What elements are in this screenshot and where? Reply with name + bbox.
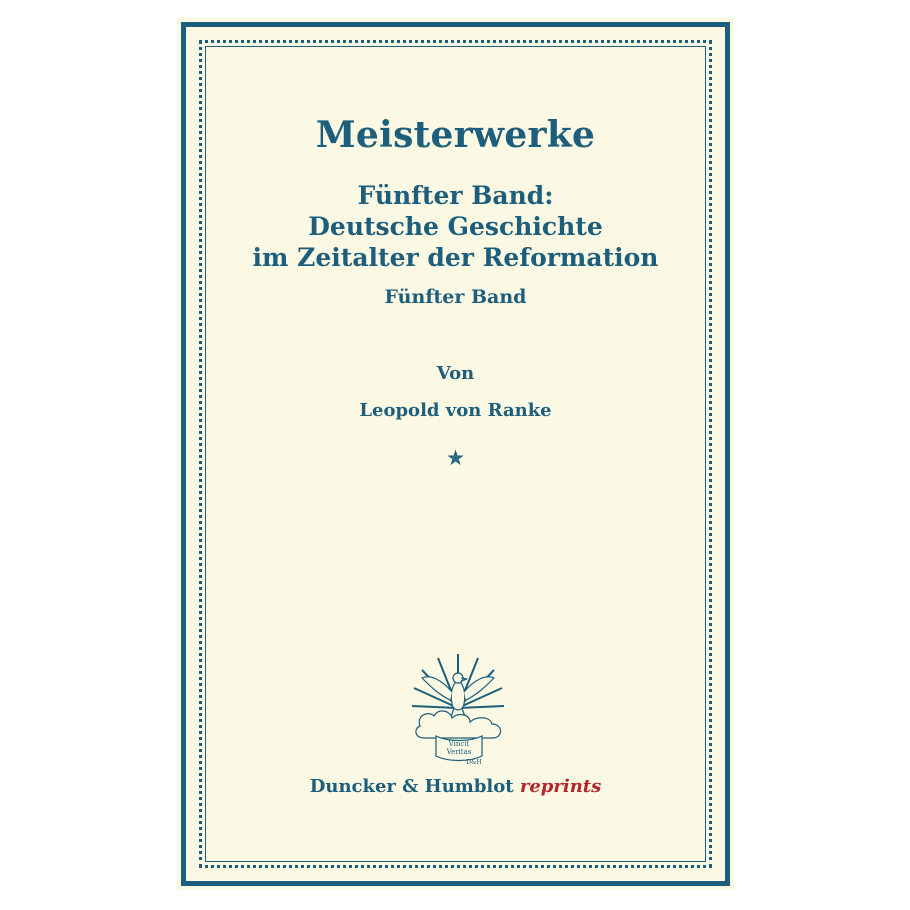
logo-initials: D&H xyxy=(466,759,482,766)
publisher-imprint: reprints xyxy=(519,776,602,797)
publisher-name: Duncker & Humblot xyxy=(309,776,514,797)
phoenix-emblem-icon xyxy=(412,650,504,768)
volume-title-line: Fünfter Band: xyxy=(357,181,554,210)
volume-subtitle: Fünfter Band xyxy=(384,286,527,308)
star-ornament-icon: ✯ xyxy=(447,448,464,469)
series-title: Meisterwerke xyxy=(315,114,596,156)
logo-motto-line1: Vincit xyxy=(448,740,470,748)
author-name: Leopold von Ranke xyxy=(359,400,552,421)
logo-motto-line2: Veritas xyxy=(446,748,472,756)
by-label: Von xyxy=(436,363,475,384)
publisher-line xyxy=(177,776,734,797)
book-cover xyxy=(177,18,734,890)
volume-title-line: im Zeitalter der Reformation xyxy=(252,243,659,272)
volume-title xyxy=(177,180,734,273)
volume-title-line: Deutsche Geschichte xyxy=(308,212,603,241)
